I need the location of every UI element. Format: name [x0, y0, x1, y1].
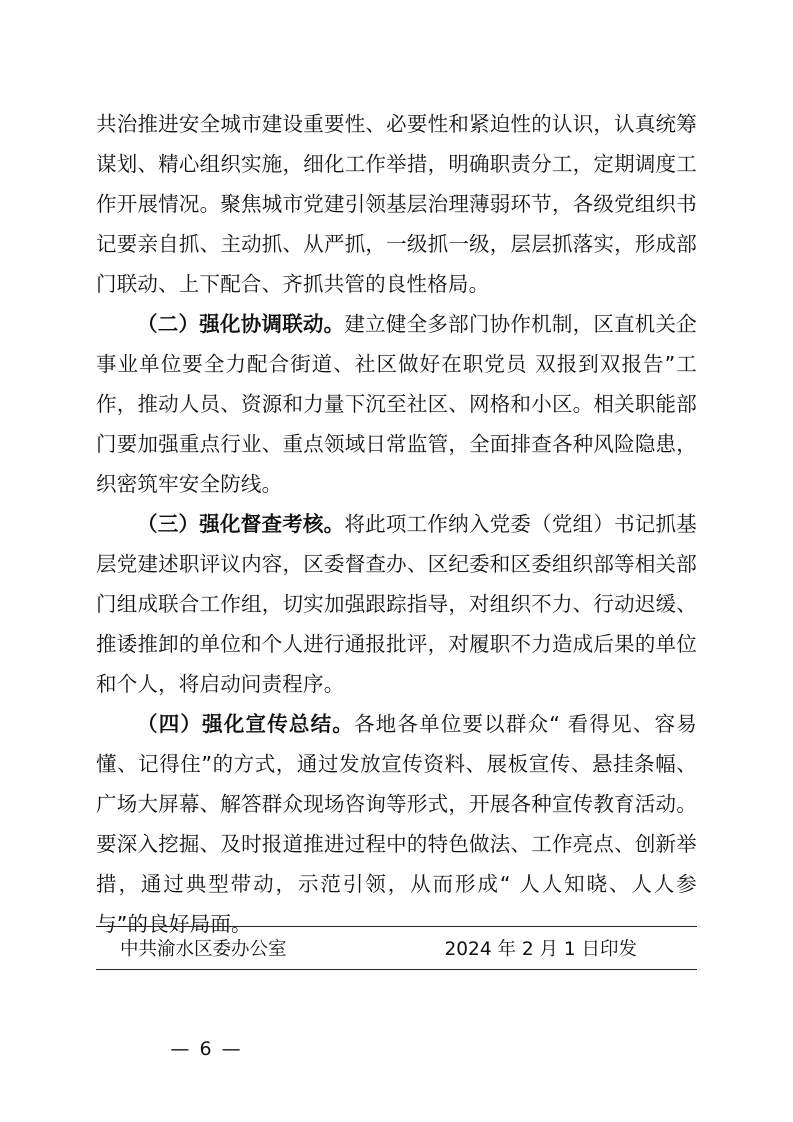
document-footer	[96, 926, 697, 970]
document-body	[96, 104, 697, 944]
footer-row	[96, 927, 697, 969]
paragraph-section-two	[96, 304, 697, 504]
paragraph-text: 共治推进安全城市建设重要性、必要性和紧迫性的认识，认真统筹谋划、精心组织实施，细化工作举措，明确职责分工，定期调度工作开展情况。聚焦城市党建引领基层治理薄弱环节，各级党组织书记要亲自抓、主动抓、从严抓，一级抓一级，层层抓落实，形成部门联动、上下配合、齐抓共管的良性格局。	[96, 112, 697, 296]
footer-issuer: 中共渝水区委办公室	[120, 939, 287, 960]
paragraph-section-three	[96, 504, 697, 704]
page-number-text: — 6 —	[170, 1038, 243, 1060]
section-heading-two: （二）强化协调联动。	[137, 312, 345, 336]
paragraph-text: 将此项工作纳入党委（党组）书记抓基层党建述职评议内容，区委督查办、区纪委和区委组织部等相关部门组成联合工作组，切实加强跟踪指导，对组织不力、行动迟缓、推诿推卸的单位和个人进行通报批评，对履职不力造成后果的单位和个人，将启动问责程序。	[96, 512, 697, 696]
paragraph-text: 建立健全多部门协作机制，区直机关企事业单位要全力配合街道、社区做好在职党员 双报到双报告”工作，推动人员、资源和力量下沉至社区、网格和小区。相关职能部门要加强重点行业、重点领域日常监管，全面排查各种风险隐患，织密筑牢安全防线。	[96, 312, 697, 496]
page-number	[0, 1038, 793, 1060]
paragraph-text: 各地各单位要以群众“ 看得见、容易懂、记得住”的方式，通过发放宣传资料、展板宣传、悬挂条幅、广场大屏幕、解答群众现场咨询等形式，开展各种宣传教育活动。要深入挖掘、及时报道推进过程中的特色做法、工作亮点、创新举措，通过典型带动，示范引领，从而形成“ 人人知晓、人人参与”的良好局面。	[96, 712, 697, 936]
section-heading-three: （三）强化督查考核。	[137, 512, 345, 536]
paragraph-continued	[96, 104, 697, 304]
footer-issue-date: 2024 年 2 月 1 日印发	[444, 939, 638, 960]
paragraph-section-four	[96, 704, 697, 944]
section-heading-four: （四）强化宣传总结。	[137, 712, 354, 736]
footer-bottom-rule	[96, 969, 697, 970]
